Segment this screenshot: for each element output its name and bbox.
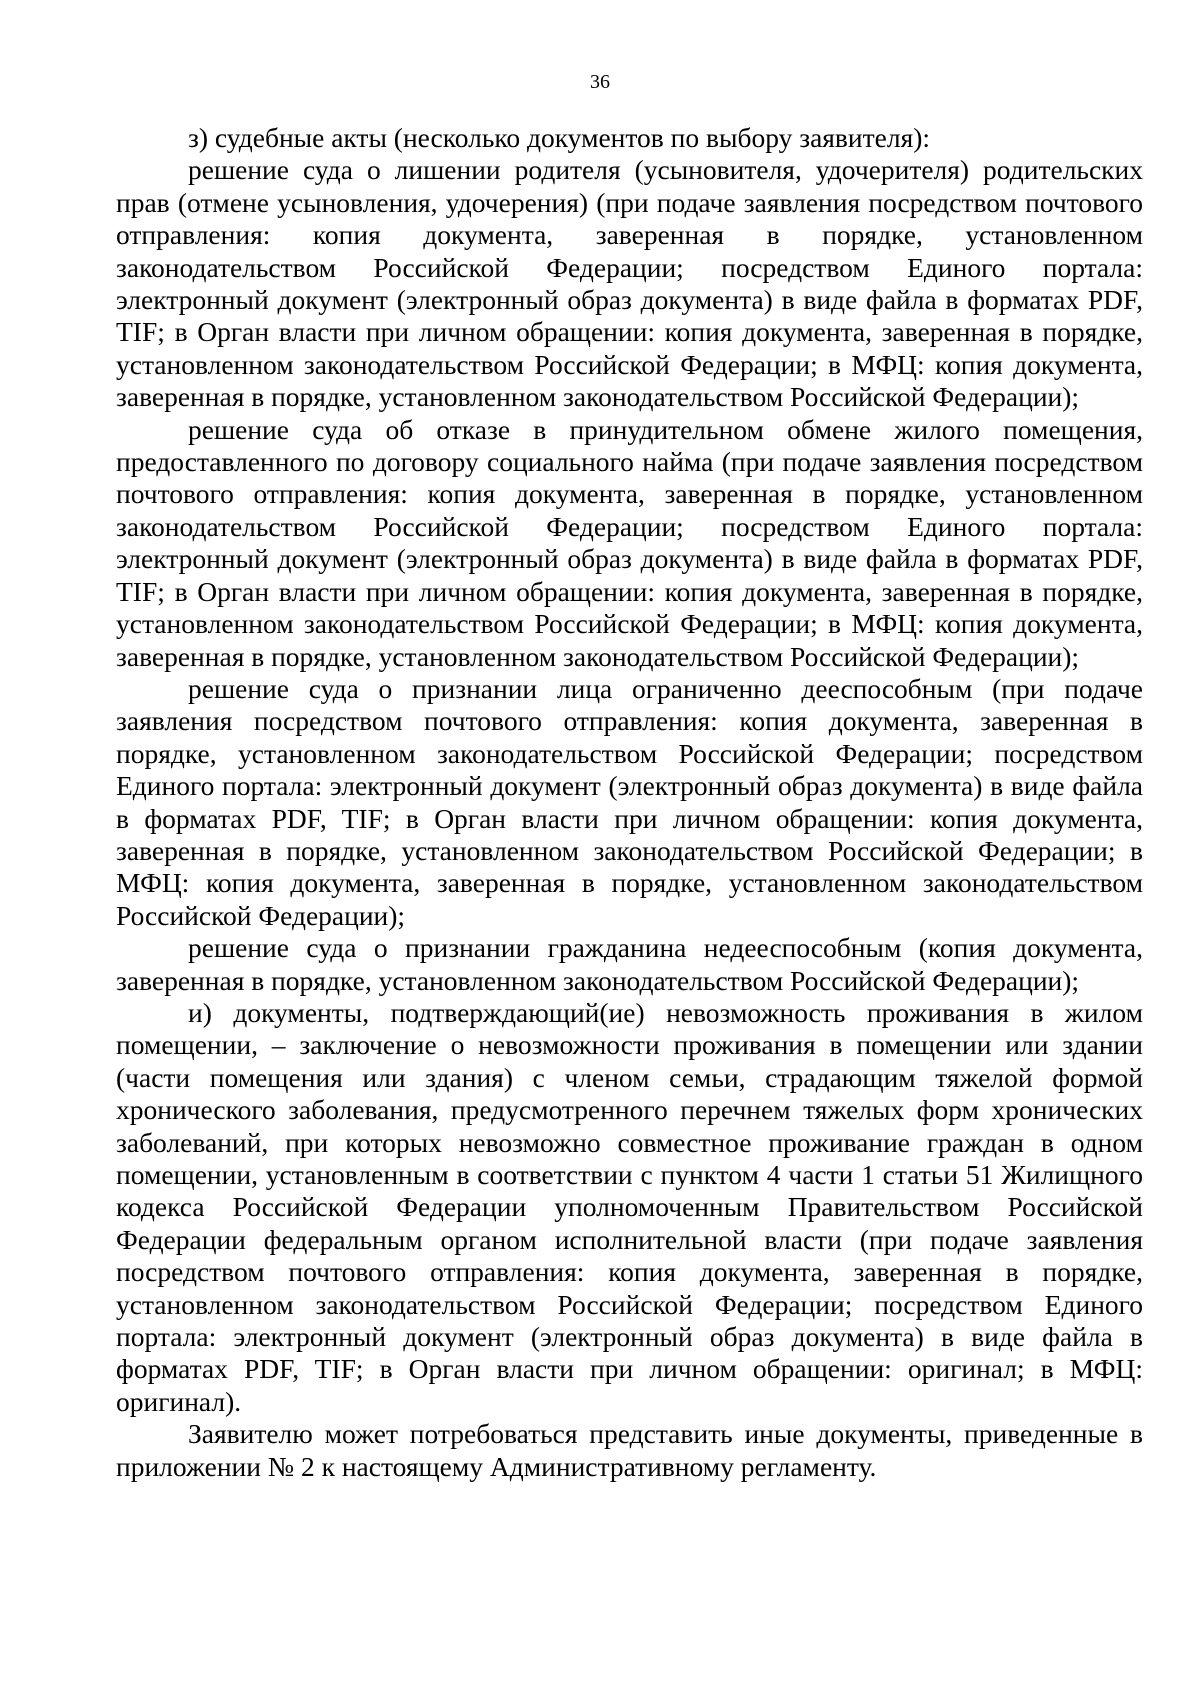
page-number: 36 <box>590 71 610 93</box>
paragraph-incapacity: решение суда о признании гражданина недееспособным (копия документа, заверенная в порядке, установленном законодательством Российской Федерации); <box>116 932 1143 996</box>
paragraph-impossibility-of-residence: и) документы, подтверждающий(ие) невозможность проживания в жилом помещении, – заключение о невозможности проживания в помещении или здании (части помещения или здания) с членом семьи, страдающим тяжелой формой хронического заболевания, предусмотренного перечнем тяжелых форм хронических заболеваний, при которых невозможно совместное проживание граждан в одном помещении, установленным в соответствии с пунктом 4 части 1 статьи 51 Жилищного кодекса Российской Федерации уполномоченным Правительством Российской Федерации федеральным органом исполнительной власти (при подаче заявления посредством почтового отправления: копия документа, заверенная в порядке, установленном законодательством Российской Федерации; посредством Единого портала: электронный документ (электронный образ документа) в виде файла в форматах PDF, TIF; в Орган власти при личном обращении: оригинал; в МФЦ: оригинал). <box>116 996 1143 1417</box>
paragraph-court-acts-heading: з) судебные акты (несколько документов по выбору заявителя): <box>188 122 931 153</box>
document-body <box>116 122 1143 1483</box>
paragraph-other-documents: Заявителю может потребоваться представить иные документы, приведенные в приложении № 2 к настоящему Административному регламенту. <box>116 1418 1143 1482</box>
paragraph-limited-capacity: решение суда о признании лица ограниченно дееспособным (при подаче заявления посредством почтового отправления: копия документа, заверенная в порядке, установленном законодательством Российской Федерации; посредством Единого портала: электронный документ (электронный образ документа) в виде файла в форматах PDF, TIF; в Орган власти при личном обращении: копия документа, заверенная в порядке, установленном законодательством Российской Федерации; в МФЦ: копия документа, заверенная в порядке, установленном законодательством Российской Федерации); <box>116 672 1143 931</box>
paragraph-refusal-forced-exchange: решение суда об отказе в принудительном обмене жилого помещения, предоставленного по договору социального найма (при подаче заявления посредством почтового отправления: копия документа, заверенная в порядке, установленном законодательством Российской Федерации; посредством Единого портала: электронный документ (электронный образ документа) в виде файла в форматах PDF, TIF; в Орган власти при личном обращении: копия документа, заверенная в порядке, установленном законодательством Российской Федерации; в МФЦ: копия документа, заверенная в порядке, установленном законодательством Российской Федерации); <box>116 413 1143 672</box>
paragraph-deprivation-parental-rights: решение суда о лишении родителя (усыновителя, удочерителя) родительских прав (отмене усыновления, удочерения) (при подаче заявления посредством почтового отправления: копия документа, заверенная в порядке, установленном законодательством Российской Федерации; посредством Единого портала: электронный документ (электронный образ документа) в виде файла в форматах PDF, TIF; в Орган власти при личном обращении: копия документа, заверенная в порядке, установленном законодательством Российской Федерации; в МФЦ: копия документа, заверенная в порядке, установленном законодательством Российской Федерации); <box>116 154 1143 413</box>
